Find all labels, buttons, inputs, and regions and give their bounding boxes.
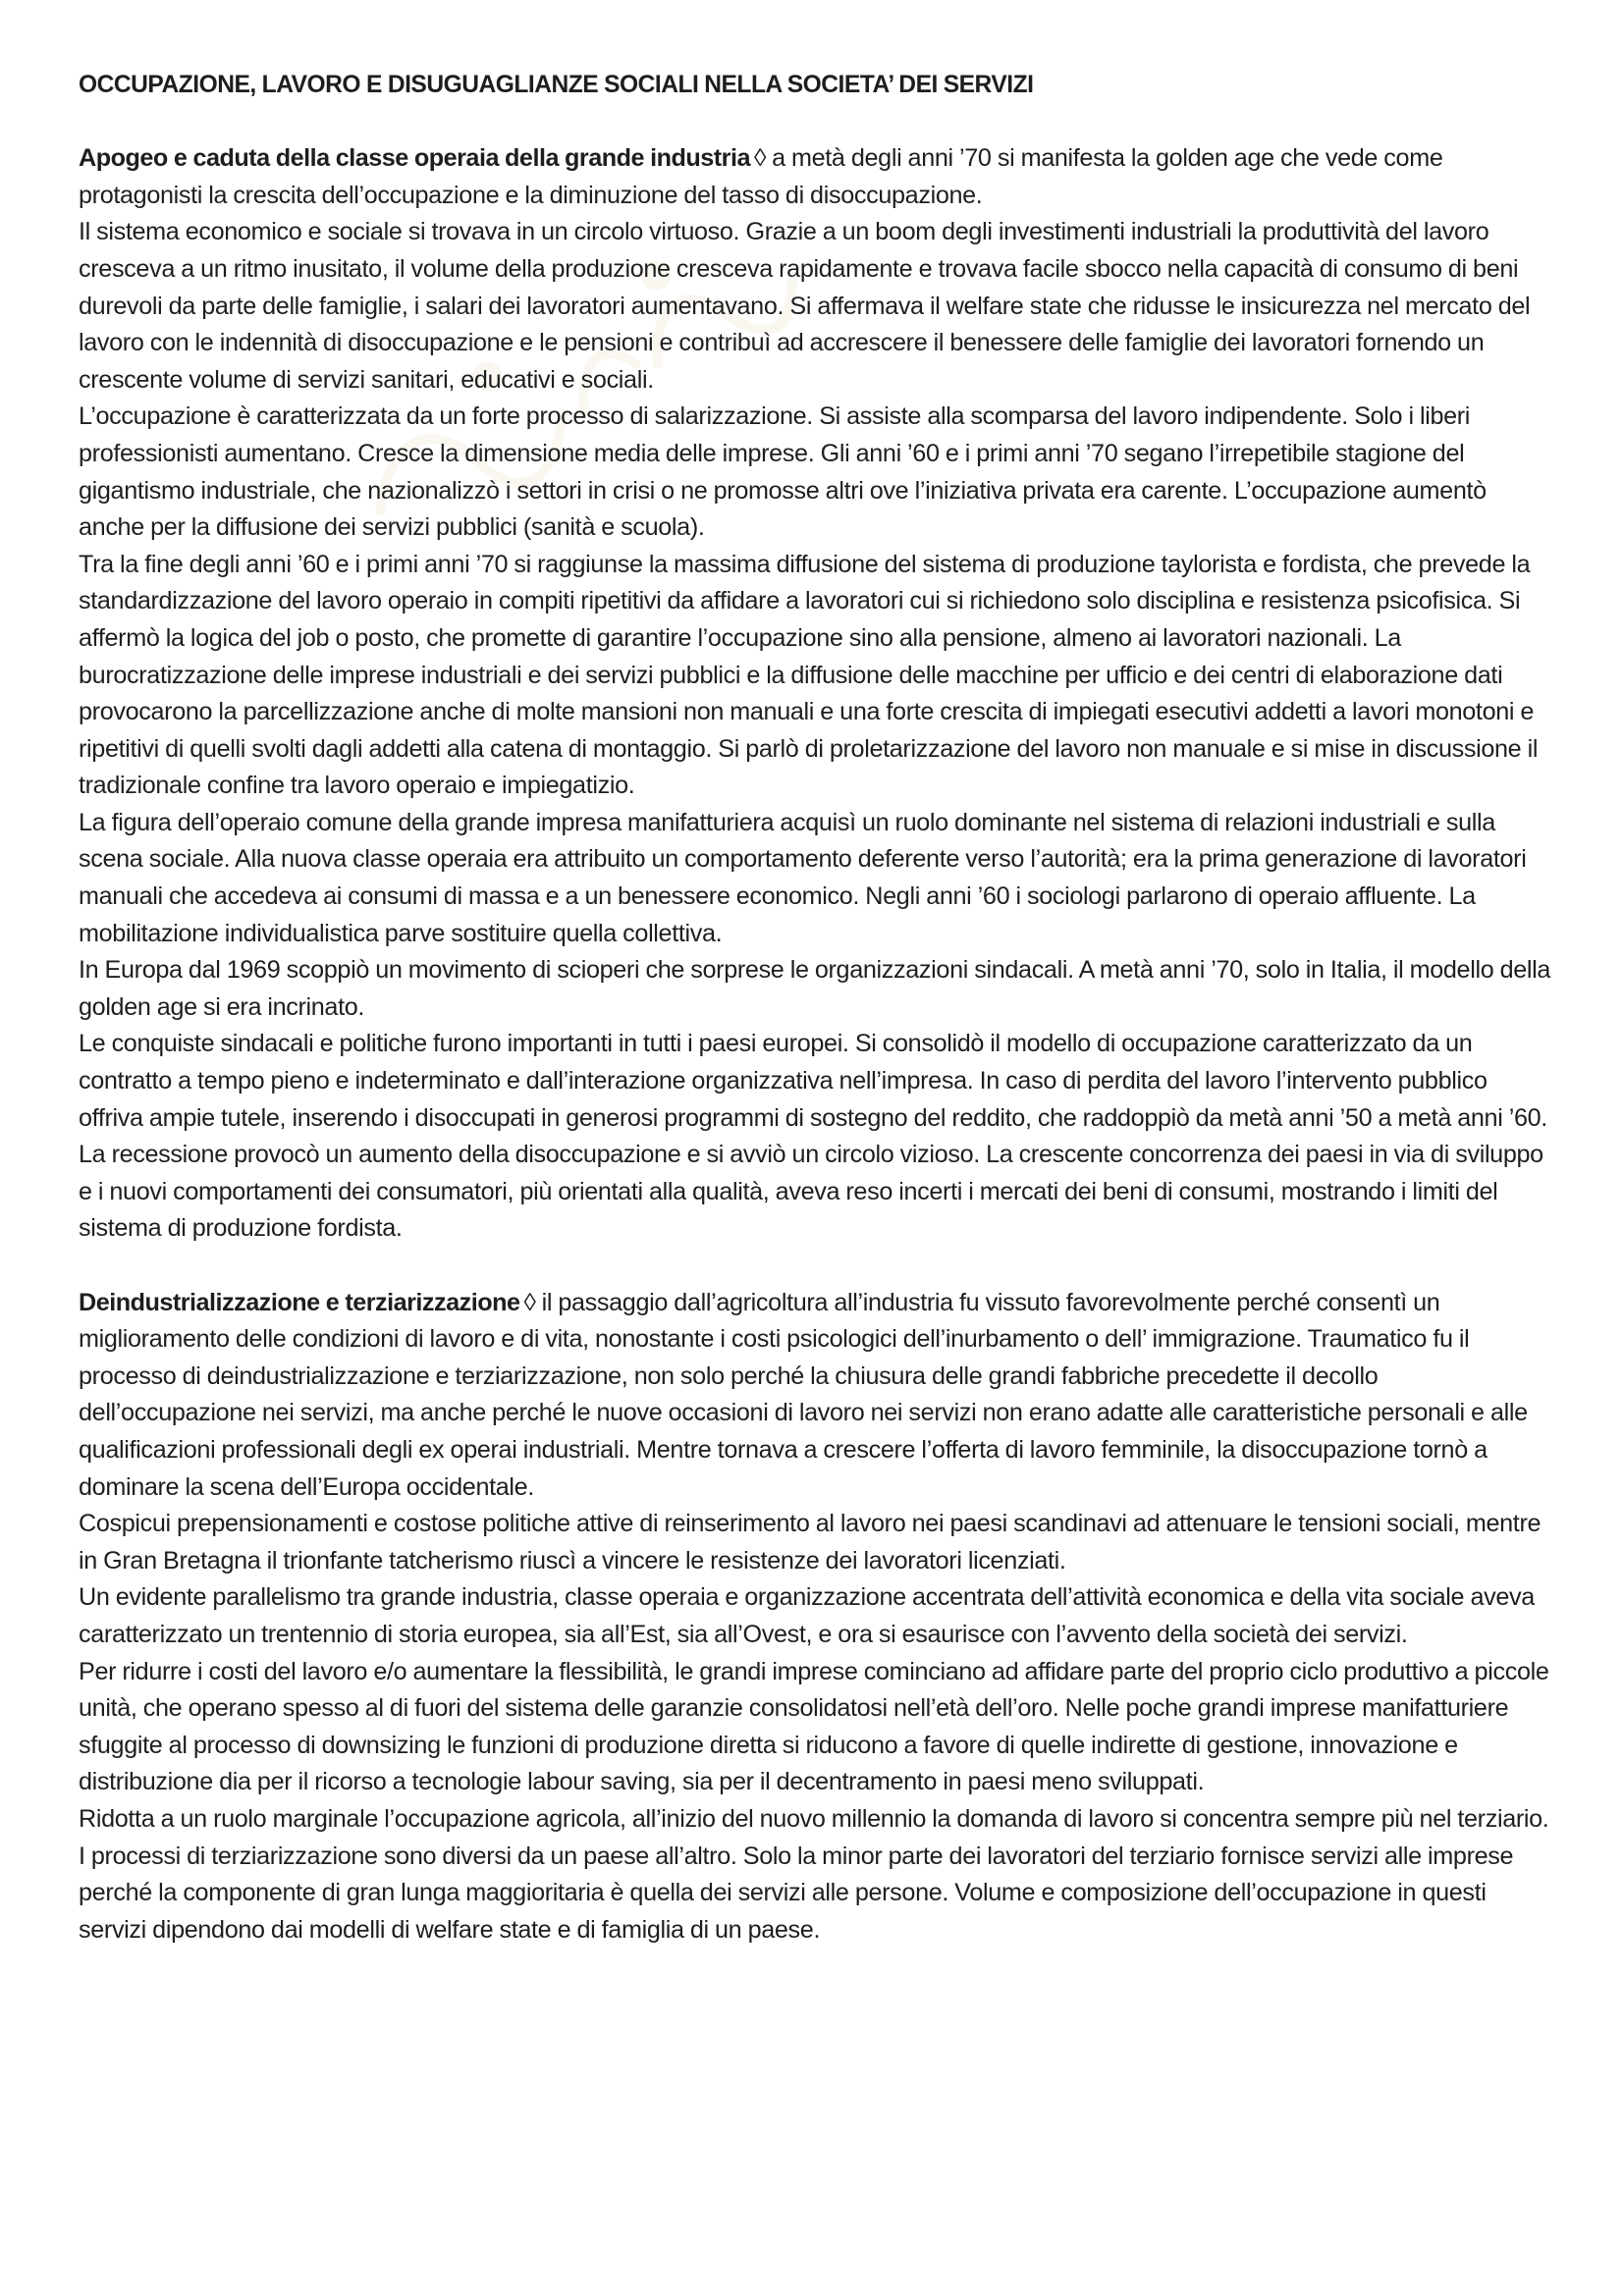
diamond-separator-icon: ◊ — [753, 144, 767, 173]
paragraph: Tra la fine degli anni ’60 e i primi anni ’70 si raggiunse la massima diffusione del sistema di produzione taylorista e fordista, che prevede la standardizzazione del lavoro operaio in compiti ripetitivi da affidare a lavoratori cui si richiedono solo disciplina e resistenza psicofisica. Si affermò la logica del job o posto, che promette di garantire l’occupazione sino alla pensione, almeno ai lavoratori nazionali. La burocratizzazione delle imprese industriali e dei servizi pubblici e la diffusione delle macchine per ufficio e dei centri di elaborazione dati provocarono la parcellizzazione anche di molte mansioni non manuali e una forte crescita di impiegati esecutivi addetti a lavori monotoni e ripetitivi di quelli svolti dagli addetti alla catena di montaggio. Si parlò di proletarizzazione del lavoro non manuale e si mise in discussione il tradizionale confine tra lavoro operaio e impiegatizio. — [79, 550, 1539, 800]
paragraph: La figura dell’operaio comune della grande impresa manifatturiera acquisì un ruolo dominante nel sistema di relazioni industriali e sulla scena sociale. Alla nuova classe operaia era attribuito un comportamento deferente verso l’autorità; era la prima generazione di lavoratori manuali che accedeva ai consumi di massa e a un benessere economico. Negli anni ’60 i sociologi parlarono di operaio affluente. La mobilitazione individualistica parve sostituire quella collettiva. — [79, 808, 1527, 947]
paragraph: Un evidente parallelismo tra grande industria, classe operaia e organizzazione accentrata dell’attività economica e della vita sociale aveva caratterizzato un trentennio di storia europea, sia all’Est, sia all’Ovest, e ora si esaurisce con l’avvento della società dei servizi. — [79, 1583, 1535, 1648]
section-heading: Apogeo e caduta della classe operaia della grande industria — [79, 144, 750, 173]
page-title: OCCUPAZIONE, LAVORO E DISUGUAGLIANZE SOCIALI NELLA SOCIETA’ DEI SERVIZI — [79, 72, 1034, 98]
paragraph-text: a metà degli anni ’70 si manifesta la golden age che vede come protagonisti la crescita dell’occupazione e la diminuzione del tasso di disoccupazione. — [79, 144, 1443, 209]
section-intro-paragraph — [79, 1285, 1556, 1507]
paragraph: La recessione provocò un aumento della disoccupazione e si avviò un circolo vizioso. La crescente concorrenza dei paesi in via di sviluppo e i nuovi comportamenti dei consumatori, più orientati alla qualità, aveva reso incerti i mercati dei beni di consumi, mostrando i limiti del sistema di produzione fordista. — [79, 1141, 1543, 1243]
section-deindustrializzazione — [79, 1285, 1556, 1949]
paragraph: Per ridurre i costi del lavoro e/o aumentare la flessibilità, le grandi imprese cominciano ad affidare parte del proprio ciclo produttivo a piccole unità, che operano spesso al di fuori del sistema delle garanzie consolidatosi nell’età dell’oro. Nelle poche grandi imprese manifatturiere sfuggite al processo di downsizing le funzioni di produzione diretta si riducono a favore di quelle indirette di gestione, innovazione e distribuzione dia per il ricorso a tecnologie labour saving, sia per il decentramento in paesi meno sviluppati. — [79, 1657, 1549, 1796]
paragraph: In Europa dal 1969 scoppiò un movimento di scioperi che sorprese le organizzazioni sindacali. A metà anni ’70, solo in Italia, il modello della golden age si era incrinato. — [79, 956, 1551, 1021]
section-heading: Deindustrializzazione e terziarizzazione — [79, 1288, 520, 1316]
document-body — [79, 67, 1556, 1986]
section-intro-paragraph — [79, 140, 1556, 214]
section-apogeo — [79, 140, 1556, 1248]
paragraph: Cospicui prepensionamenti e costose politiche attive di reinserimento al lavoro nei paesi scandinavi ad attenuare le tensioni sociali, mentre in Gran Bretagna il trionfante tatcherismo riuscì a vincere le resistenze dei lavoratori licenziati. — [79, 1510, 1542, 1575]
paragraph: Le conquiste sindacali e politiche furono importanti in tutti i paesi europei. Si consolidò il modello di occupazione caratterizzato da un contratto a tempo pieno e indeterminato e dall’interazione organizzativa nell’impresa. In caso di perdita del lavoro l’intervento pubblico offriva ampie tutele, inserendo i disoccupati in generosi programmi di sostegno del reddito, che raddoppiò da metà anni ’50 a metà anni ’60. — [79, 1030, 1547, 1132]
diamond-separator-icon: ◊ — [523, 1288, 536, 1316]
paragraph: Il sistema economico e sociale si trovava in un circolo virtuoso. Grazie a un boom degli investimenti industriali la produttività del lavoro cresceva a un ritmo inusitato, il volume della produzione cresceva rapidamente e trovava facile sbocco nella capacità di consumo di beni durevoli da parte delle famiglie, i salari dei lavoratori aumentavano. Si affermava il welfare state che ridusse le insicurezza nel mercato del lavoro con le indennità di disoccupazione e le pensioni e contribuì ad accrescere il benessere delle famiglie dei lavoratori fornendo un crescente volume di servizi sanitari, educativi e sociali. — [79, 218, 1531, 394]
paragraph: Ridotta a un ruolo marginale l’occupazione agricola, all’inizio del nuovo millennio la domanda di lavoro si concentra sempre più nel terziario. I processi di terziarizzazione sono diversi da un paese all’altro. Solo la minor parte dei lavoratori del terziario fornisce servizi alle imprese perché la componente di gran lunga maggioritaria è quella dei servizi alle persone. Volume e composizione dell’occupazione in questi servizi dipendono dai modelli di welfare state e di famiglia di un paese. — [79, 1804, 1549, 1944]
paragraph-text: il passaggio dall’agricoltura all’industria fu vissuto favorevolmente perché consentì un miglioramento delle condizioni di lavoro e di vita, nonostante i costi psicologici dell’inurbamento o dell’ immigrazione. Traumatico fu il processo di deindustrializzazione e terziarizzazione, non solo perché la chiusura delle grandi fabbriche precedette il decollo dell’occupazione nei servizi, ma anche perché le nuove occasioni di lavoro nei servizi non erano adatte alle caratteristiche personali e alle qualificazioni professionali degli ex operai industriali. Mentre tornava a crescere l’offerta di lavoro femminile, la disoccupazione tornò a dominare la scena dell’Europa occidentale. — [79, 1288, 1528, 1501]
paragraph: L’occupazione è caratterizzata da un forte processo di salarizzazione. Si assiste alla scomparsa del lavoro indipendente. Solo i liberi professionisti aumentano. Cresce la dimensione media delle imprese. Gli anni ’60 e i primi anni ’70 segano l’irrepetibile stagione del gigantismo industriale, che nazionalizzò i settori in crisi o ne promosse altri ove l’iniziativa privata era carente. L’occupazione aumentò anche per la diffusione dei servizi pubblici (sanità e scuola). — [79, 402, 1487, 542]
